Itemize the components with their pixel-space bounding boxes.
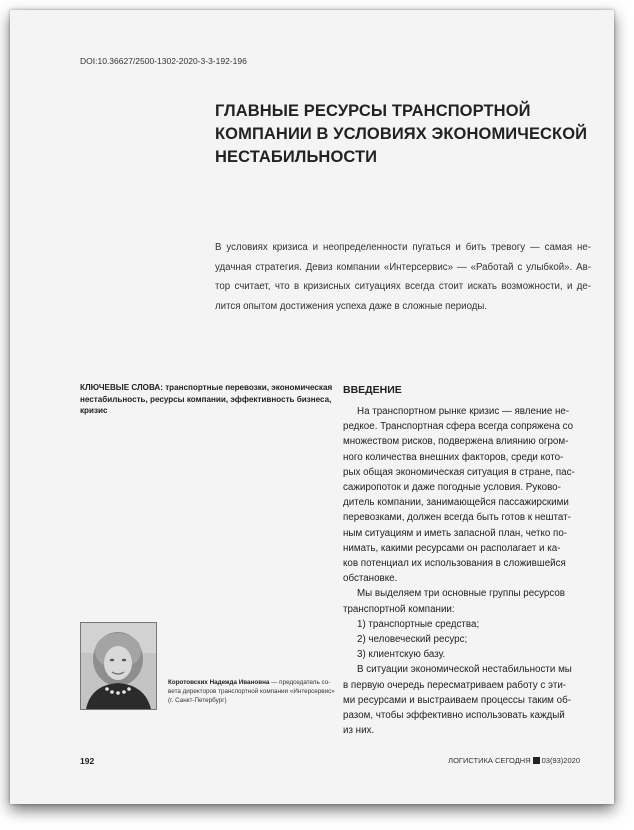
author-name: Коротовских Надежда Ивановна [168, 679, 270, 686]
page-sheet [10, 10, 614, 804]
square-bullet-icon [533, 757, 540, 764]
body-line: нимать, какими ресурсами он располагает и ка- [343, 542, 561, 554]
body-line: разом, чтобы эффективно использовать каждый [343, 710, 565, 722]
author-caption-line: (г. Санкт-Петербург) [168, 697, 227, 704]
page-number: 192 [80, 756, 95, 766]
title-line: КОМПАНИИ В УСЛОВИЯХ ЭКОНОМИЧЕСКОЙ [215, 125, 588, 143]
list-item: 1) транспортные средства; [357, 618, 480, 630]
body-line: транспортной компании: [343, 603, 455, 615]
keywords [80, 382, 338, 417]
body-line: из них. [343, 725, 375, 737]
abstract-line: В условиях кризиса и неопределенности пугаться и бить тревогу — самая не- [215, 242, 591, 253]
body-line: ного количества внешних факторов, среди кото- [343, 451, 564, 463]
body-line: множеством рисков, подвержена влиянию огром- [343, 436, 569, 448]
body-line: сажиропоток и даже погодные условия. Руково- [343, 482, 561, 494]
keywords-line: кризис [80, 406, 108, 415]
author-caption-line: — председатель со- [269, 679, 331, 686]
author-caption [168, 678, 343, 705]
keywords-line: нестабильность, ресурсы компании, эффективность бизнеса, [80, 394, 332, 404]
journal-name: ЛОГИСТИКА СЕГОДНЯ [448, 756, 531, 765]
abstract-line: лится опытом достижения успеха даже в сложные периоды. [215, 300, 488, 312]
body-line: На транспортном рынке кризис — явление не- [357, 406, 570, 417]
body-line: В ситуации экономической нестабильности мы [357, 664, 572, 676]
doi: DOI:10.36627/2500-1302-2020-3-3-192-196 [80, 56, 247, 66]
body-line: редкое. Транспортная сфера всегда сопряжена со [343, 421, 574, 433]
body-line: перевозками, должен всегда быть готов к нештат- [343, 512, 571, 524]
list-item: 2) человеческий ресурс; [357, 634, 468, 646]
body-line: Мы выделяем три основные группы ресурсов [357, 588, 565, 600]
title-line: НЕСТАБИЛЬНОСТИ [215, 148, 378, 166]
body-line: рых общая экономическая ситуация в стране, пас- [343, 466, 575, 478]
abstract [215, 238, 591, 316]
author-photo [80, 622, 157, 710]
body-line: ным ситуациям и иметь запасной план, четко по- [343, 527, 568, 539]
body-line: в первую очередь пересматриваем работу с эти- [343, 679, 567, 691]
section-heading: ВВЕДЕНИЕ [343, 384, 402, 396]
author-caption-line: вета директоров транспортной компании «Интерсервис» [168, 688, 335, 695]
body-line: обстановке. [343, 573, 398, 585]
abstract-line: удачная стратегия. Девиз компании «Интерсервис» — «Работай с улыбкой». Ав- [215, 261, 591, 273]
title-line: ГЛАВНЫЕ РЕСУРСЫ ТРАНСПОРТНОЙ [215, 102, 531, 120]
journal-footer [448, 756, 580, 765]
article-title [215, 100, 595, 169]
body-line: дитель компании, занимающейся пассажирскими [343, 497, 569, 509]
body-text [343, 404, 593, 738]
body-line: ми ресурсами и выстраиваем процессы таким об- [343, 694, 571, 706]
keywords-line: КЛЮЧЕВЫЕ СЛОВА: транспортные перевозки, экономическая [80, 383, 333, 392]
journal-issue: 03(93)2020 [541, 756, 580, 765]
list-item: 3) клиентскую базу. [357, 649, 446, 661]
abstract-line: тор считает, что в кризисных ситуациях всегда стоит искать возможности, и де- [215, 281, 591, 292]
body-line: ков потенциал их использования в сложившейся [343, 558, 566, 570]
